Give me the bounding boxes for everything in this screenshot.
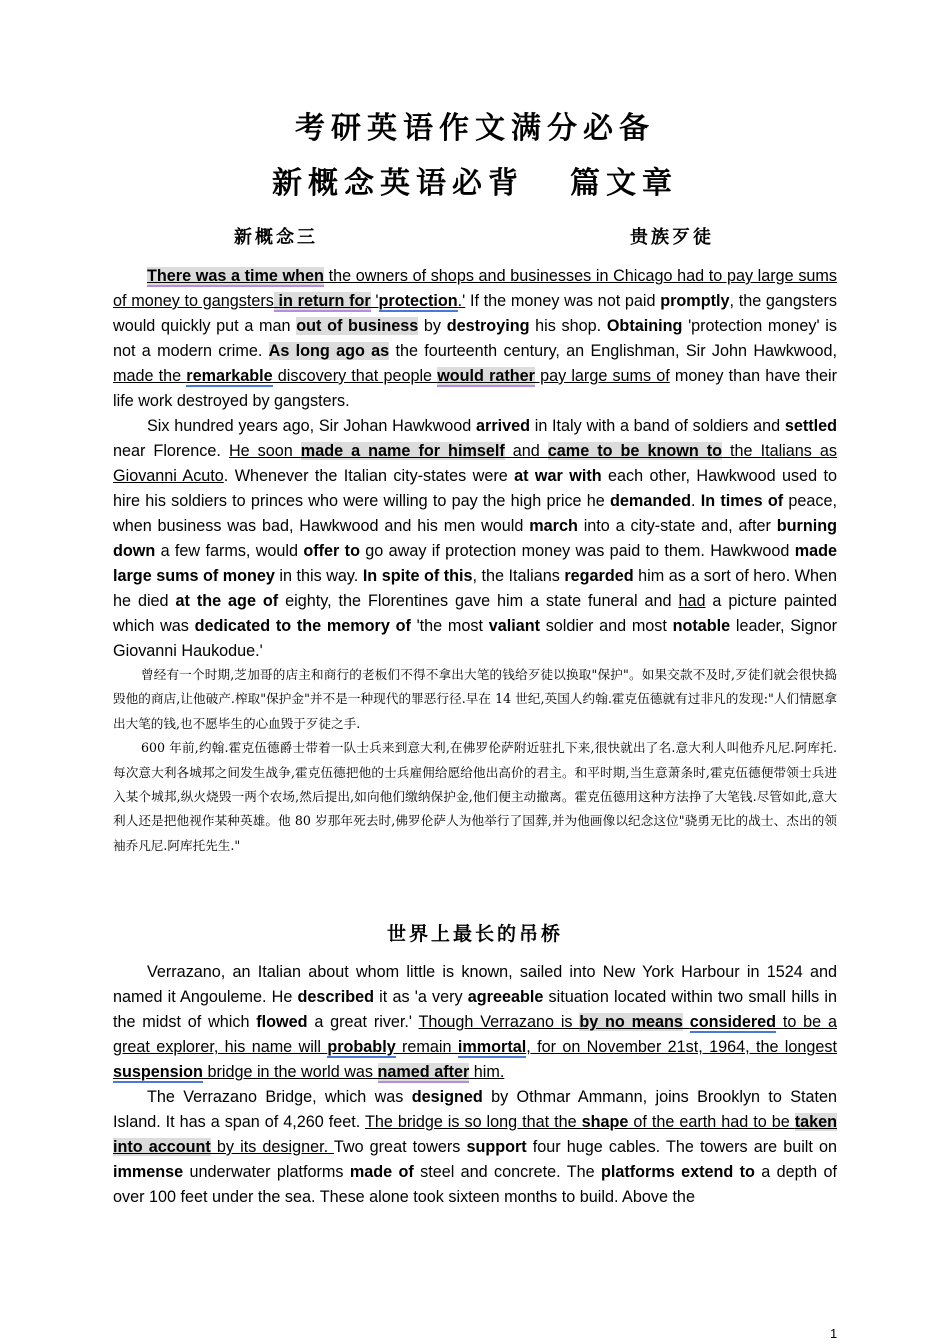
text: by its designer. (210, 1138, 334, 1156)
text: the Italians as Giovanni Acuto (113, 442, 837, 485)
text (683, 1013, 690, 1031)
keyword: arrived (476, 417, 531, 435)
text: made the (113, 367, 187, 385)
keyword: platforms extend to (600, 1163, 755, 1181)
keyword: Obtaining (606, 317, 683, 335)
keyword: notable (672, 617, 731, 635)
keyword: valiant (488, 617, 540, 635)
text: his shop. (529, 317, 607, 335)
text: Verrazano, an Italian about whom little is known, sailed into New York Harbour in 1524 and named it Angouleme. He (113, 963, 837, 1006)
text: 'the most (410, 617, 489, 635)
keyword: designed (411, 1088, 483, 1106)
keyword: made large sums of money (113, 542, 838, 585)
text: in Italy with a band of soldiers and (530, 417, 785, 435)
article2-paragraph2 (113, 1085, 837, 1210)
keyword: agreeable (467, 988, 544, 1006)
text: The bridge is so long that the (364, 1113, 582, 1131)
text: situation located within two small hills in the midst of which (113, 988, 837, 1031)
text: pay large sums of (534, 367, 670, 385)
keyword: considered (689, 1013, 777, 1031)
text: it as 'a very (374, 988, 468, 1006)
subtitle-part1: 新概念英语必背 (272, 166, 524, 201)
text: remain (395, 1038, 458, 1056)
keyword: destroying (446, 317, 530, 335)
text: The Verrazano Bridge, which was (147, 1088, 412, 1106)
page-title: 考研英语作文满分必备 (295, 111, 655, 146)
phrase: taken into account (113, 1113, 837, 1156)
text: 'protection money' is not a modern crime. (113, 317, 837, 360)
text: .' (457, 292, 466, 310)
text: bridge in the world was (202, 1063, 378, 1081)
text: to be a great explorer, his name will (113, 1013, 837, 1056)
text: discovery that people (272, 367, 438, 385)
article2-paragraph1 (113, 960, 837, 1085)
article-title: 贵族歹徒 (630, 227, 714, 248)
text: of the earth had to be (628, 1113, 795, 1131)
keyword: dedicated to the memory of (194, 617, 411, 635)
phrase: There was a time when (147, 267, 324, 285)
text: Six hundred years ago, Sir Johan Hawkwood (147, 417, 477, 435)
text: a great river.' (307, 1013, 419, 1031)
text: peace, when business was bad, Hawkwood and his men would (113, 492, 837, 535)
keyword: immense (113, 1163, 184, 1181)
phrase: in return for (273, 292, 371, 310)
keyword: march (529, 517, 578, 535)
text: Though Verrazano is (418, 1013, 580, 1031)
text: , for on November 21st, 1964, the longest (526, 1038, 837, 1056)
translation-paragraph1: 曾经有一个时期,芝加哥的店主和商行的老板们不得不拿出大笔的钱给歹徒以换取"保护"。如果交款不及时,歹徒们就会很快捣毁他的商店,让他破产.榨取"保护金"并不是一种现代的罪恶行径.早在 14 世纪,英国人约翰.霍克伍德就有过非凡的发现:"人们情愿拿出大笔的钱,也不愿毕生的心血毁于歹徒之手. (113, 667, 837, 731)
page-subtitle (0, 158, 950, 202)
keyword: flowed (256, 1013, 308, 1031)
text: Two great towers (333, 1138, 467, 1156)
text: a depth of over 100 feet under the sea. These alone took sixteen months to build. Above the (113, 1163, 838, 1206)
keyword: regarded (564, 567, 634, 585)
text: into a city-state and, after (577, 517, 777, 535)
article1-paragraph2 (113, 414, 837, 664)
keyword: at the age of (175, 592, 279, 610)
text: underwater platforms (183, 1163, 350, 1181)
keyword: support (466, 1138, 527, 1156)
keyword: made of (349, 1163, 414, 1181)
keyword: demanded (610, 492, 691, 510)
text: four huge cables. The towers are built on (526, 1138, 837, 1156)
text: , the Italians (472, 567, 565, 585)
phrase: named after (377, 1063, 470, 1081)
phrase: would rather (437, 367, 535, 385)
text: He soon (228, 442, 301, 460)
article1-paragraph1 (113, 264, 837, 414)
chinese-translation (113, 663, 837, 858)
text: near Florence. (113, 442, 229, 460)
keyword: settled (784, 417, 837, 435)
keyword: at war with (514, 467, 602, 485)
translation-paragraph2: 600 年前,约翰.霍克伍德爵士带着一队士兵来到意大利,在佛罗伦萨附近驻扎下来,很快就出了名.意大利人叫他乔凡尼.阿库托.每次意大利各城邦之间发生战争,霍克伍德把他的士兵雇佣给愿给他出高价的君主。和平时期,当生意萧条时,霍克伍德便带领士兵进入某个城邦,纵火烧毁一两个农场,然后提出,如向他们缴纳保护金,他们便主动撤离。霍克伍德用这种方法挣了大笔钱.尽管如此,意大利人还是把他视作某种英雄。他 80 岁那年死去时,佛罗伦萨人为他举行了国葬,并为他画像以纪念这位"骁勇无比的战士、杰出的领袖乔凡尼.阿库托先生." (113, 740, 837, 853)
text: had (678, 592, 706, 610)
phrase: out of business (296, 317, 419, 335)
text: the fourteenth century, an Englishman, Sir John Hawkwood, (389, 342, 837, 360)
keyword: described (297, 988, 374, 1006)
phrase: protection (378, 292, 458, 310)
phrase: As long ago as (268, 342, 390, 360)
page-number: 1 (830, 1326, 838, 1341)
keyword: immortal (457, 1038, 527, 1056)
text: him as a sort of hero. When he died (113, 567, 837, 610)
text: . Whenever the Italian city-states were (223, 467, 515, 485)
keyword: probably (327, 1038, 396, 1056)
keyword: suspension (113, 1063, 203, 1081)
subtitle-part2: 篇文章 (570, 166, 678, 201)
text: him. (469, 1063, 505, 1081)
text: each other, Hawkwood used to hire his soldiers to princes who were willing to pay the high price he (113, 467, 838, 510)
text: steel and concrete. The (413, 1163, 601, 1181)
section-title: 世界上最长的吊桥 (386, 923, 563, 945)
article2-body (113, 960, 837, 1210)
book-label: 新概念三 (234, 227, 318, 248)
keyword: remarkable (186, 367, 273, 385)
article1-body (113, 264, 837, 664)
text: and (504, 442, 548, 460)
text: leader, Signor Giovanni Haukodue.' (113, 617, 838, 660)
keyword: In spite of this (362, 567, 473, 585)
text: If the money was not paid (465, 292, 661, 310)
text: by Othmar Ammann, joins Brooklyn to Staten Island. It has a span of 4,260 feet. (113, 1088, 837, 1131)
text: , the gangsters would quickly put a man (113, 292, 838, 335)
text: eighty, the Florentines gave him a state funeral and (278, 592, 679, 610)
keyword: offer to (303, 542, 360, 560)
keyword: In times of (700, 492, 784, 510)
text: . (691, 492, 701, 510)
keyword: shape (581, 1113, 629, 1131)
phrase: came to be known to (547, 442, 723, 460)
text: in this way. (274, 567, 363, 585)
text: go away if protection money was paid to them. Hawkwood (359, 542, 795, 560)
text: a few farms, would (155, 542, 304, 560)
keyword: promptly (660, 292, 730, 310)
text: ' (370, 292, 379, 310)
phrase: by no means (579, 1013, 683, 1031)
text: by (418, 317, 447, 335)
text: a picture painted which was (113, 592, 837, 635)
text: the owners of shops and businesses in Chicago had to pay large sums of money to gangsters (113, 267, 838, 310)
text: soldier and most (539, 617, 673, 635)
keyword: burning down (113, 517, 837, 560)
text: money than have their life work destroyed by gangsters. (113, 367, 837, 410)
phrase: made a name for himself (300, 442, 505, 460)
